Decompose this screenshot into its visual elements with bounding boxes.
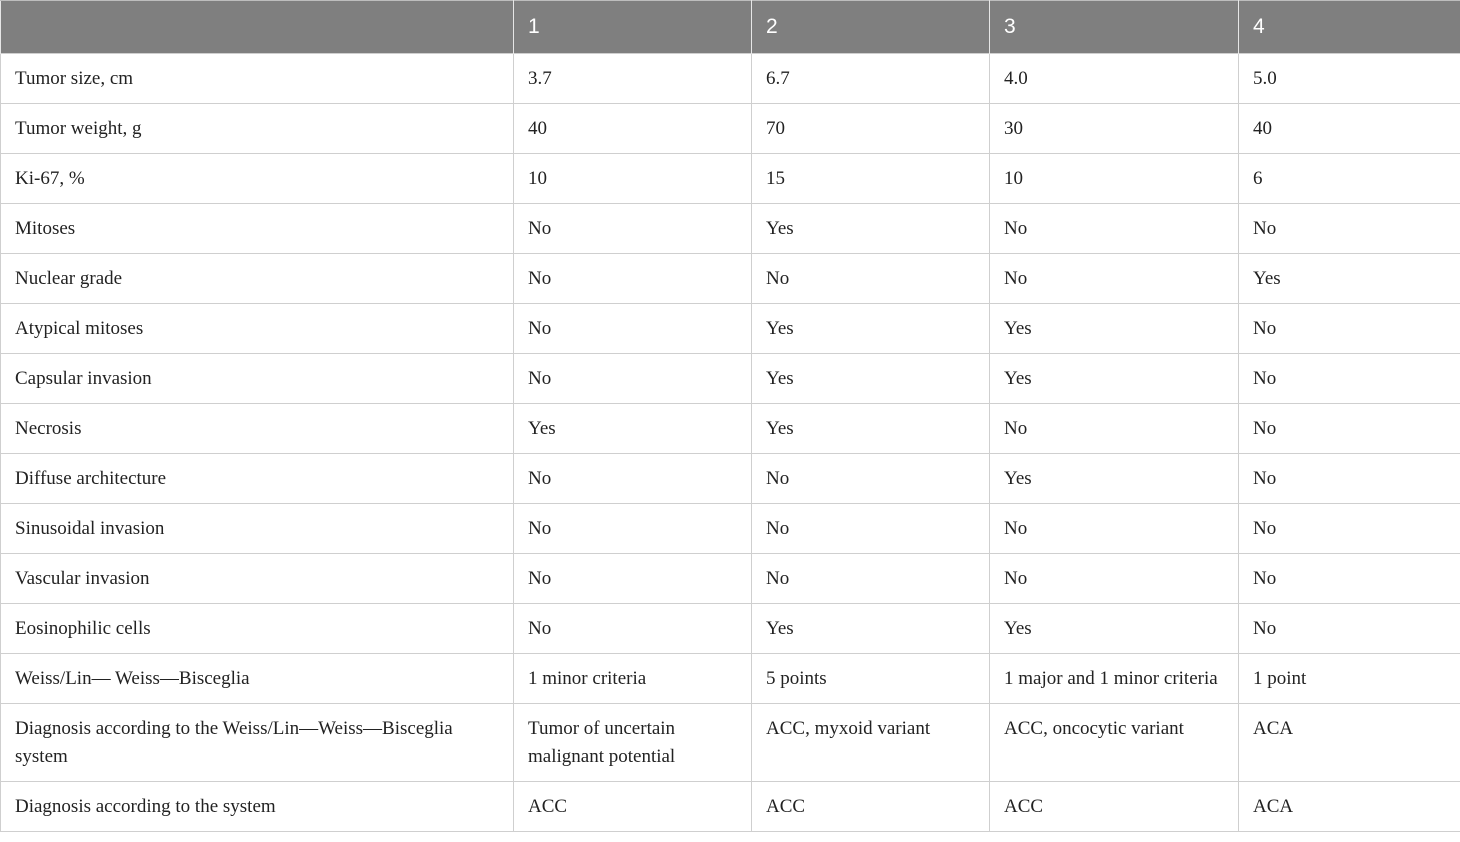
table-cell: No	[514, 354, 752, 404]
row-label: Necrosis	[1, 404, 514, 454]
table-cell: No	[1239, 554, 1460, 604]
table-cell: 15	[752, 154, 990, 204]
table-cell: ACC	[752, 782, 990, 832]
row-label: Ki-67, %	[1, 154, 514, 204]
header-cell-case-4: 4	[1239, 1, 1460, 54]
table-row	[1, 782, 1460, 832]
header-cell-label	[1, 1, 514, 54]
table-cell: No	[752, 554, 990, 604]
table-cell: 70	[752, 104, 990, 154]
table-row	[1, 404, 1460, 454]
table-cell: No	[990, 554, 1239, 604]
table-cell: No	[990, 204, 1239, 254]
table-cell: 5 points	[752, 654, 990, 704]
table-row	[1, 304, 1460, 354]
table-cell: No	[1239, 404, 1460, 454]
header-cell-case-2: 2	[752, 1, 990, 54]
table-row	[1, 154, 1460, 204]
table-cell: Yes	[752, 204, 990, 254]
table-cell: 1 major and 1 minor criteria	[990, 654, 1239, 704]
table-cell: 1 minor criteria	[514, 654, 752, 704]
table-cell: 30	[990, 104, 1239, 154]
table-cell: No	[752, 504, 990, 554]
table-cell: No	[1239, 504, 1460, 554]
row-label: Vascular invasion	[1, 554, 514, 604]
row-label: Mitoses	[1, 204, 514, 254]
row-label: Eosinophilic cells	[1, 604, 514, 654]
row-label: Tumor weight, g	[1, 104, 514, 154]
row-label: Atypical mitoses	[1, 304, 514, 354]
table-cell: No	[990, 254, 1239, 304]
table-cell: Yes	[752, 354, 990, 404]
table-cell: Tumor of uncertain malignant potential	[514, 704, 752, 782]
table-cell: 6	[1239, 154, 1460, 204]
table-cell: No	[1239, 354, 1460, 404]
table-cell: No	[1239, 204, 1460, 254]
table-cell: No	[514, 554, 752, 604]
table-cell: ACA	[1239, 704, 1460, 782]
table-cell: Yes	[752, 404, 990, 454]
table-cell: No	[752, 454, 990, 504]
table-cell: Yes	[514, 404, 752, 454]
table-row	[1, 104, 1460, 154]
table-cell: 40	[514, 104, 752, 154]
row-label: Diagnosis according to the system	[1, 782, 514, 832]
table-cell: ACA	[1239, 782, 1460, 832]
row-label: Capsular invasion	[1, 354, 514, 404]
table-cell: Yes	[990, 304, 1239, 354]
table-row	[1, 204, 1460, 254]
header-row	[1, 1, 1460, 54]
table-cell: No	[514, 504, 752, 554]
table-cell: No	[990, 504, 1239, 554]
table-cell: Yes	[1239, 254, 1460, 304]
table-row	[1, 54, 1460, 104]
table-cell: Yes	[752, 604, 990, 654]
table-cell: 4.0	[990, 54, 1239, 104]
row-label: Nuclear grade	[1, 254, 514, 304]
table-row	[1, 704, 1460, 782]
table-cell: No	[990, 404, 1239, 454]
table-cell: 10	[514, 154, 752, 204]
table-body	[1, 54, 1460, 832]
table-cell: No	[1239, 604, 1460, 654]
table-cell: No	[752, 254, 990, 304]
table-cell: Yes	[990, 604, 1239, 654]
table-row	[1, 254, 1460, 304]
table-cell: ACC, myxoid variant	[752, 704, 990, 782]
row-label: Diagnosis according to the Weiss/Lin—Weiss—Bisceglia system	[1, 704, 514, 782]
table-cell: ACC	[514, 782, 752, 832]
table-cell: 10	[990, 154, 1239, 204]
table-row	[1, 354, 1460, 404]
table-cell: No	[1239, 454, 1460, 504]
table-cell: No	[514, 204, 752, 254]
table-cell: 1 point	[1239, 654, 1460, 704]
table-cell: 40	[1239, 104, 1460, 154]
table-row	[1, 554, 1460, 604]
table-row	[1, 504, 1460, 554]
row-label: Sinusoidal invasion	[1, 504, 514, 554]
table-row	[1, 454, 1460, 504]
table-cell: ACC	[990, 782, 1239, 832]
row-label: Weiss/Lin— Weiss—Bisceglia	[1, 654, 514, 704]
table-row	[1, 654, 1460, 704]
table-cell: 3.7	[514, 54, 752, 104]
header-cell-case-1: 1	[514, 1, 752, 54]
table-cell: 6.7	[752, 54, 990, 104]
table-cell: No	[514, 304, 752, 354]
table-header	[1, 1, 1460, 54]
table-cell: Yes	[990, 354, 1239, 404]
table-cell: Yes	[990, 454, 1239, 504]
table-cell: Yes	[752, 304, 990, 354]
header-cell-case-3: 3	[990, 1, 1239, 54]
table-cell: No	[514, 604, 752, 654]
table-cell: 5.0	[1239, 54, 1460, 104]
table-cell: No	[514, 254, 752, 304]
row-label: Diffuse architecture	[1, 454, 514, 504]
table-cell: ACC, oncocytic variant	[990, 704, 1239, 782]
table-cell: No	[1239, 304, 1460, 354]
row-label: Tumor size, cm	[1, 54, 514, 104]
table-cell: No	[514, 454, 752, 504]
table-row	[1, 604, 1460, 654]
